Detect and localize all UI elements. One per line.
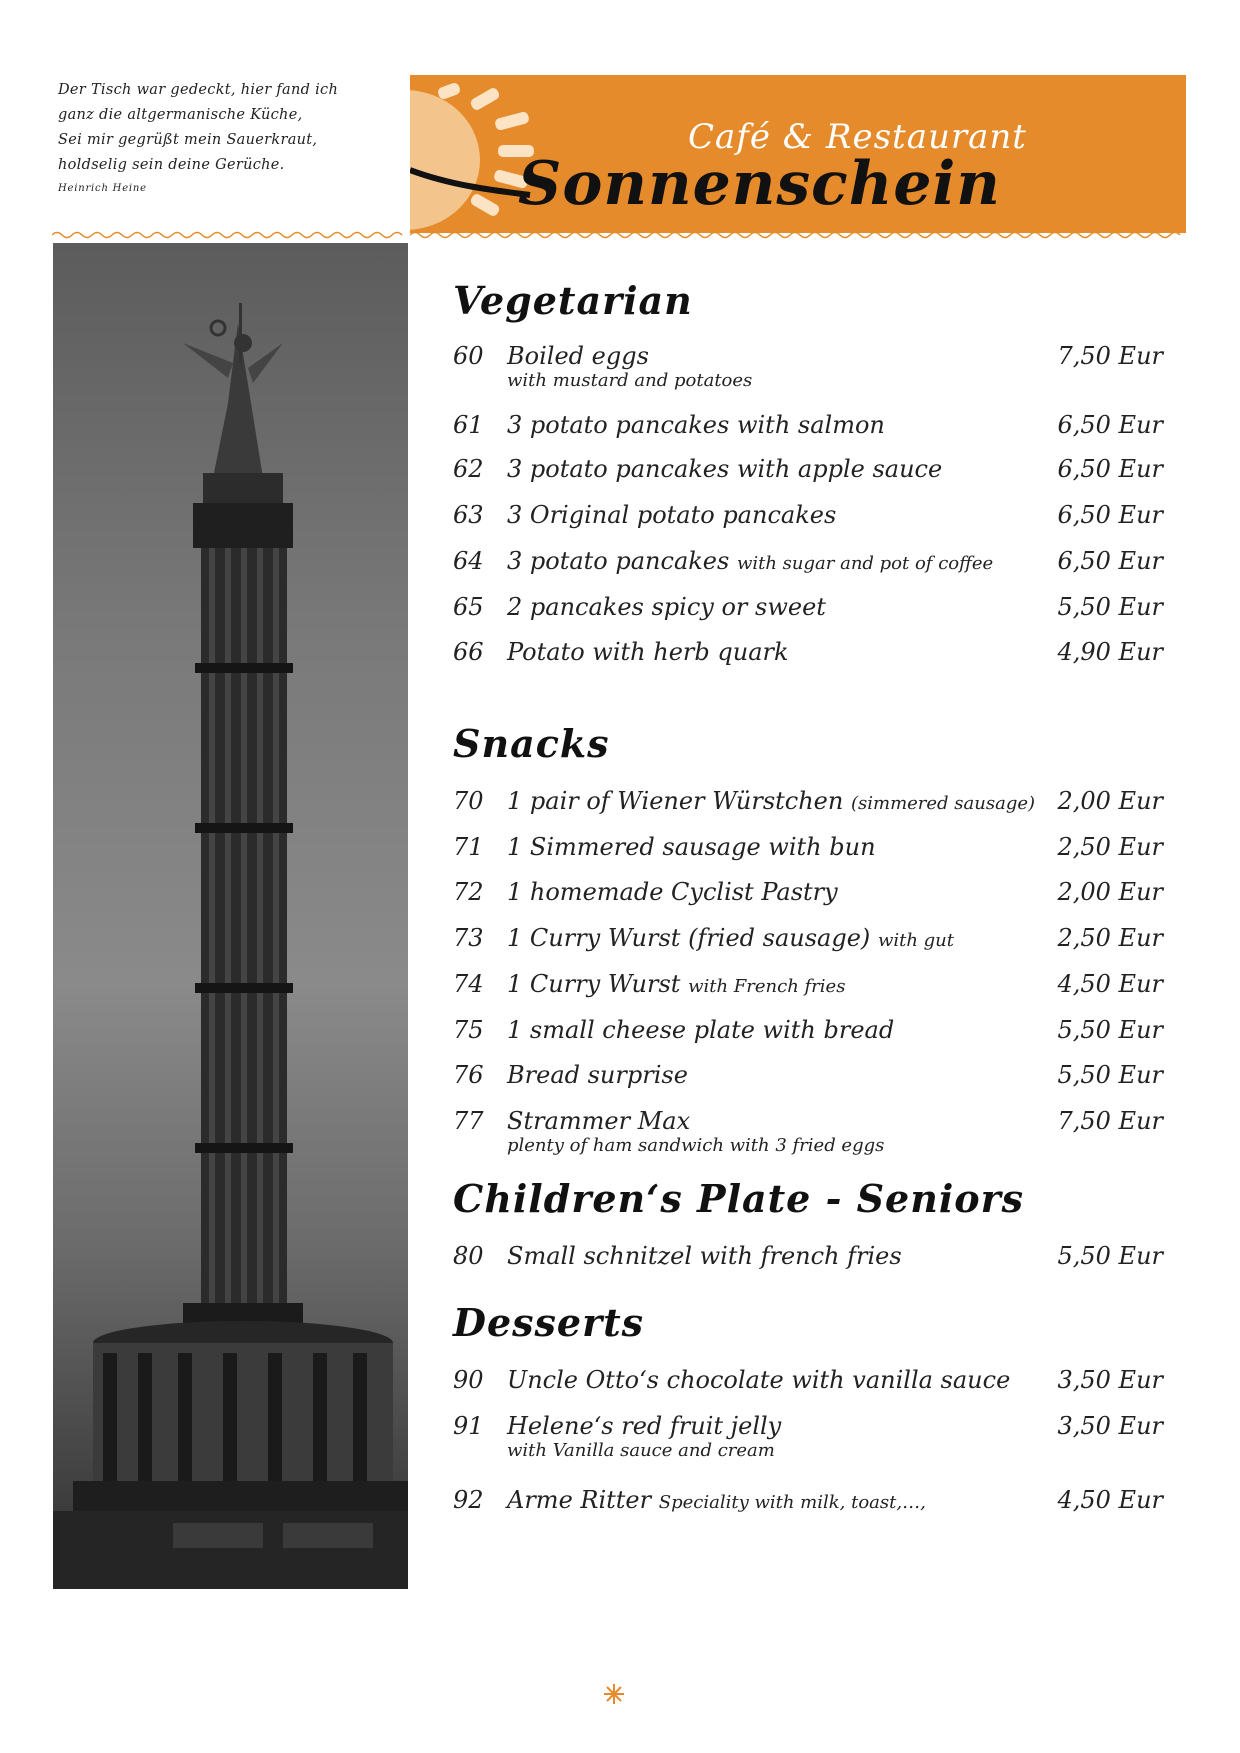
item-price: 6,50 Eur <box>1057 455 1163 483</box>
quote-line: Sei mir gegrüßt mein Sauerkraut, <box>58 132 318 148</box>
section-title: Desserts <box>453 1300 645 1345</box>
item-title: 1 homemade Cyclist Pastry <box>507 878 838 906</box>
item-title: Small schnitzel with french fries <box>507 1242 902 1270</box>
snowflake-ornament-icon <box>602 1682 626 1706</box>
item-number: 73 <box>453 924 484 952</box>
item-number: 90 <box>453 1366 484 1394</box>
item-price: 4,50 Eur <box>1057 970 1163 998</box>
item-name <box>507 785 1035 820</box>
item-name <box>507 922 954 957</box>
item-price: 2,00 Eur <box>1057 787 1163 815</box>
item-price: 5,50 Eur <box>1057 593 1163 621</box>
item-price: 4,90 Eur <box>1057 638 1163 666</box>
item-title: Potato with herb quark <box>507 638 789 666</box>
quote-line: ganz die altgermanische Küche, <box>58 107 303 123</box>
item-price: 7,50 Eur <box>1057 1107 1163 1135</box>
item-title: Arme Ritter <box>507 1486 652 1514</box>
item-name <box>507 1014 894 1046</box>
item-name <box>507 409 885 441</box>
item-name <box>507 340 649 372</box>
item-name <box>507 876 838 908</box>
item-title: Uncle Otto‘s chocolate with vanilla sauce <box>507 1366 1011 1394</box>
item-number: 75 <box>453 1016 484 1044</box>
item-price: 2,00 Eur <box>1057 878 1163 906</box>
item-note: with sugar and pot of coffee <box>736 553 994 574</box>
section-title: Vegetarian <box>453 278 693 323</box>
item-price: 5,50 Eur <box>1057 1016 1163 1044</box>
item-title: Boiled eggs <box>507 342 649 370</box>
item-price: 6,50 Eur <box>1057 547 1163 575</box>
item-price: 7,50 Eur <box>1057 342 1163 370</box>
victory-column-photo <box>53 243 408 1589</box>
banner-subtitle: Café & Restaurant <box>688 117 1027 157</box>
item-name <box>507 1410 781 1442</box>
item-title: 2 pancakes spicy or sweet <box>507 593 826 621</box>
item-name <box>507 1484 926 1519</box>
restaurant-banner <box>410 75 1186 233</box>
item-note: Speciality with milk, toast,…, <box>658 1492 926 1513</box>
item-price: 3,50 Eur <box>1057 1412 1163 1440</box>
item-number: 91 <box>453 1412 484 1440</box>
item-title: 1 Simmered sausage with bun <box>507 833 876 861</box>
item-name <box>507 499 836 531</box>
item-name <box>507 831 876 863</box>
wavy-divider <box>52 230 407 240</box>
item-number: 63 <box>453 501 484 529</box>
item-note: with French fries <box>688 976 846 997</box>
item-title: Bread surprise <box>507 1061 688 1089</box>
item-name <box>507 1240 902 1272</box>
item-price: 4,50 Eur <box>1057 1486 1163 1514</box>
item-title: 1 pair of Wiener Würstchen <box>507 787 844 815</box>
quote-line: Der Tisch war gedeckt, hier fand ich <box>58 82 339 98</box>
item-price: 5,50 Eur <box>1057 1242 1163 1270</box>
item-note: (simmered sausage) <box>850 793 1036 814</box>
item-number: 76 <box>453 1061 484 1089</box>
item-name <box>507 636 789 668</box>
item-name <box>507 1105 690 1137</box>
item-price: 5,50 Eur <box>1057 1061 1163 1089</box>
item-number: 60 <box>453 342 484 370</box>
item-title: 3 potato pancakes with apple sauce <box>507 455 943 483</box>
item-number: 61 <box>453 411 484 439</box>
item-name <box>507 545 993 580</box>
item-name <box>507 591 826 623</box>
item-number: 64 <box>453 547 484 575</box>
item-title: 3 Original potato pancakes <box>507 501 837 529</box>
item-price: 3,50 Eur <box>1057 1366 1163 1394</box>
heine-quote <box>58 78 358 200</box>
item-description: with Vanilla sauce and cream <box>507 1440 775 1461</box>
item-number: 70 <box>453 787 484 815</box>
item-price: 6,50 Eur <box>1057 411 1163 439</box>
item-name <box>507 968 845 1003</box>
item-title: Helene‘s red fruit jelly <box>507 1412 782 1440</box>
wavy-divider <box>410 230 1186 240</box>
item-title: 3 potato pancakes <box>507 547 730 575</box>
item-description: plenty of ham sandwich with 3 fried eggs <box>507 1135 885 1156</box>
banner-title: Sonnenschein <box>518 149 1001 219</box>
item-number: 62 <box>453 455 484 483</box>
quote-line: holdselig sein deine Gerüche. <box>58 157 285 173</box>
item-number: 77 <box>453 1107 484 1135</box>
item-title: 1 small cheese plate with bread <box>507 1016 895 1044</box>
item-price: 6,50 Eur <box>1057 501 1163 529</box>
item-number: 66 <box>453 638 484 666</box>
item-title: Strammer Max <box>507 1107 691 1135</box>
item-title: 1 Curry Wurst <box>507 970 681 998</box>
item-number: 80 <box>453 1242 484 1270</box>
item-number: 72 <box>453 878 484 906</box>
item-number: 65 <box>453 593 484 621</box>
item-name <box>507 453 942 485</box>
quote-author: Heinrich Heine <box>58 183 147 194</box>
item-number: 92 <box>453 1486 484 1514</box>
item-title: 3 potato pancakes with salmon <box>507 411 885 439</box>
item-name <box>507 1059 688 1091</box>
item-name <box>507 1364 1010 1396</box>
section-title: Children‘s Plate - Seniors <box>453 1176 1025 1221</box>
item-number: 74 <box>453 970 484 998</box>
section-title: Snacks <box>453 721 610 766</box>
item-title: 1 Curry Wurst (fried sausage) <box>507 924 871 952</box>
item-number: 71 <box>453 833 484 861</box>
item-description: with mustard and potatoes <box>507 370 753 391</box>
item-price: 2,50 Eur <box>1057 924 1163 952</box>
item-price: 2,50 Eur <box>1057 833 1163 861</box>
item-note: with gut <box>877 930 954 951</box>
